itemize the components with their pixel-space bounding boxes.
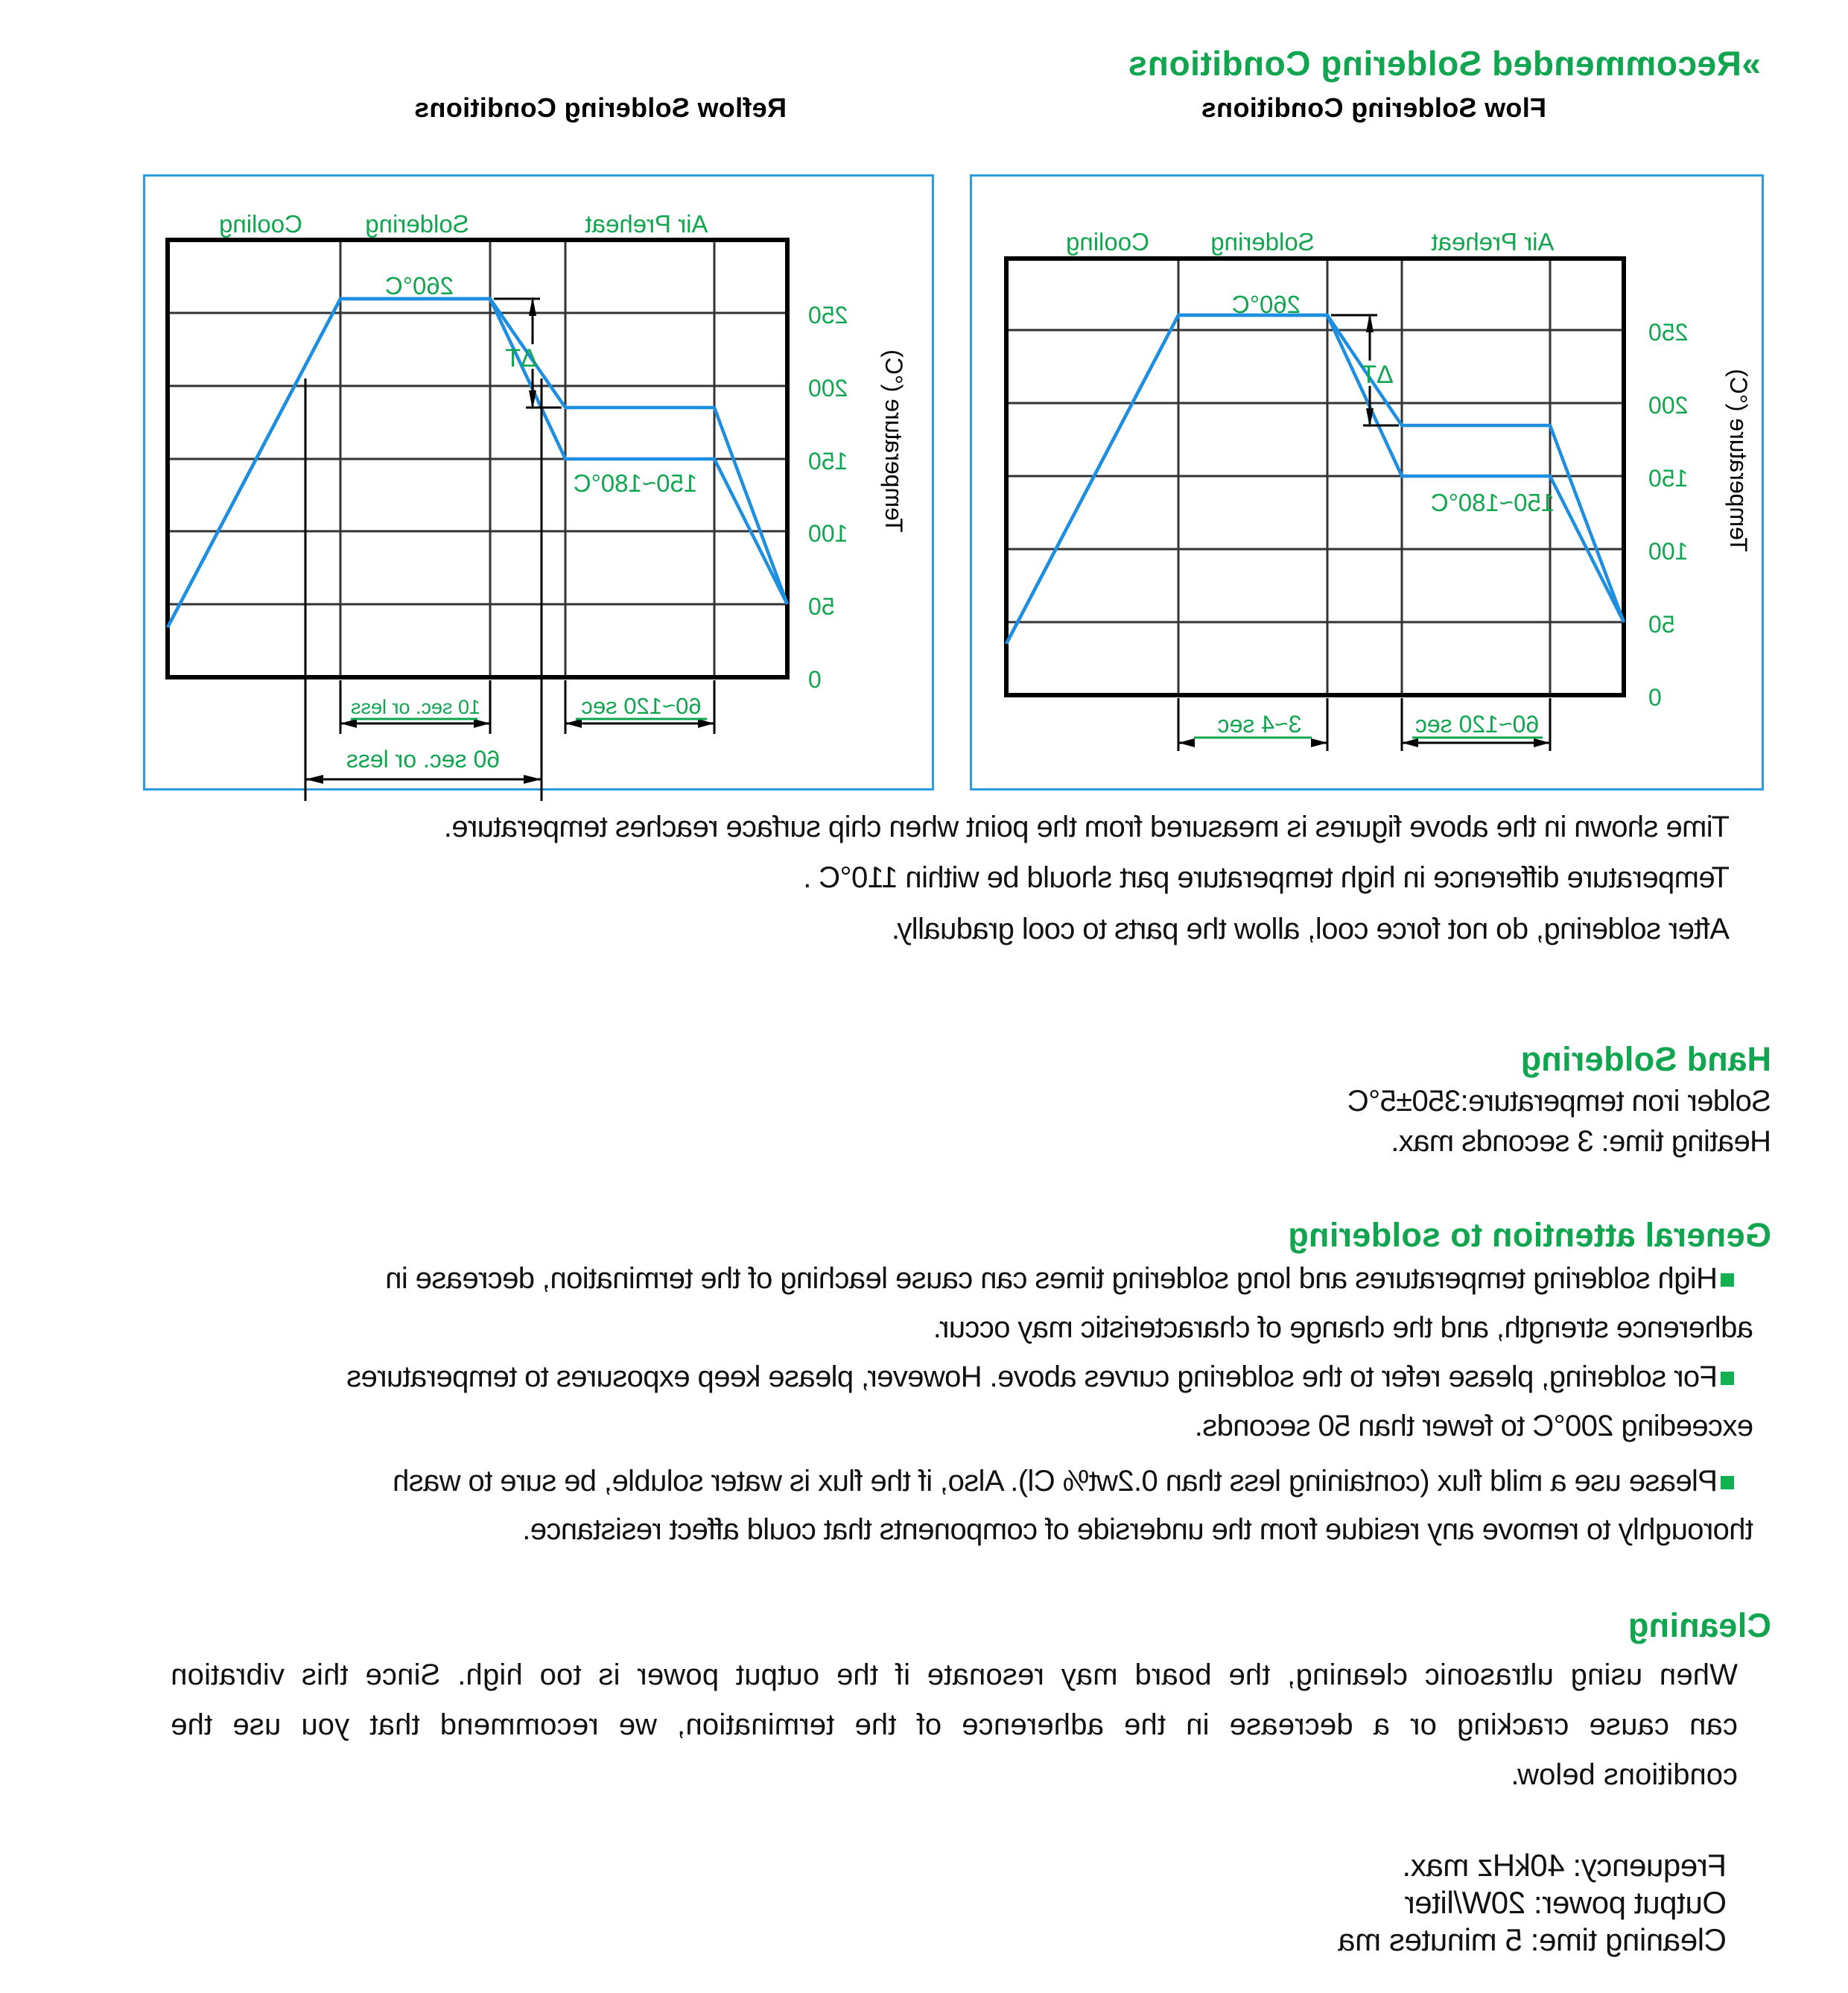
bullet-square-icon (1721, 1372, 1734, 1385)
flow-phase-preheat: Air Preheat (1431, 228, 1555, 256)
flow-dim-soldering-label: 3~4 sec (1217, 711, 1302, 738)
reflow-ytick-50: 50 (808, 593, 835, 620)
cleaning-paragraph-line-1: When using ultrasonic cleaning, the board may resonate if the output power is too high. Since this vibration (171, 1658, 1738, 1691)
reflow-preheat-label: 150~180°C (573, 469, 698, 497)
cleaning-frequency: Frequency: 40kHz max. (1402, 1848, 1727, 1883)
flow-ytick-50: 50 (1648, 611, 1675, 638)
flow-ytick-150: 150 (1648, 465, 1689, 492)
reflow-phase-soldering: Soldering (365, 210, 469, 238)
note-time-measurement: Time shown in the above figures is measured from the point when chip surface reaches temperature. (444, 811, 1730, 843)
reflow-chart-title: Reflow Soldering Conditions (413, 92, 787, 123)
hand-soldering-heading: Hand Soldering (1520, 1040, 1771, 1078)
flow-preheat-label: 150~180°C (1430, 489, 1555, 516)
reflow-dim-preheat-label: 60~120 sec (581, 693, 702, 719)
flow-ytick-200: 200 (1648, 392, 1689, 419)
reflow-peak-label: 260°C (384, 272, 454, 300)
general-bullet-3: Please use a mild flux (containing less than 0.2wt% Cl). Also, if the flux is water soluble, be sure to wash (393, 1465, 1734, 1498)
general-bullet-2: For soldering, please refer to the soldering curves above. However, please keep exposures to temperatures (347, 1360, 1734, 1394)
hand-soldering-iron-temp: Solder iron temperature:350±5°C (1347, 1085, 1771, 1118)
bullet-square-icon (1721, 1476, 1734, 1489)
reflow-phase-cooling: Cooling (219, 210, 302, 238)
general-bullet-3-cont: thoroughly to remove any residue from the underside of components that could affect resistance. (522, 1513, 1753, 1546)
general-bullet-1: High soldering temperatures and long soldering times can cause leaching of the termination, decrease in (386, 1262, 1734, 1296)
reflow-dim-above-label: 60 sec. or less (346, 746, 501, 773)
reflow-ytick-200: 200 (808, 375, 848, 402)
flow-phase-cooling: Cooling (1066, 228, 1149, 256)
reflow-ytick-150: 150 (808, 448, 848, 475)
cleaning-output-power: Output power: 20W/liter (1405, 1885, 1727, 1920)
cleaning-time: Cleaning time: 5 minutes ma (1338, 1922, 1727, 1957)
flow-ytick-0: 0 (1648, 684, 1662, 711)
flow-ytick-100: 100 (1648, 538, 1689, 565)
reflow-curve-lower (168, 299, 787, 627)
general-attention-heading: General attention to soldering (1287, 1216, 1771, 1254)
flow-y-axis-title: Temperature (°C) (1725, 369, 1752, 552)
flow-delta-label: ΔT (1361, 361, 1394, 389)
reflow-curve-upper (168, 299, 787, 627)
reflow-delta-label: ΔT (505, 344, 538, 373)
cleaning-heading: Cleaning (1628, 1606, 1771, 1644)
reflow-chart (0, 0, 1848, 820)
reflow-ytick-0: 0 (808, 666, 822, 693)
flow-phase-soldering: Soldering (1210, 228, 1315, 256)
hand-soldering-heating-time: Heating time: 3 seconds max. (1391, 1125, 1771, 1158)
flow-dim-preheat-label: 60~120 sec (1414, 711, 1540, 738)
cleaning-paragraph-line-2: can cause cracking or a decrease in the adherence of the termination, we recommend that you use the (171, 1708, 1738, 1741)
flow-peak-label: 260°C (1231, 291, 1301, 318)
reflow-phase-preheat: Air Preheat (585, 210, 708, 238)
note-temp-difference: Temperature difference in high temperature part should be within 110°C . (803, 861, 1730, 894)
note-cooling: After soldering, do not force cool, allow the parts to cool gradually. (892, 913, 1730, 945)
general-bullet-2-cont: exceeding 200°C to fewer than 50 seconds. (1195, 1410, 1753, 1442)
bullet-square-icon (1721, 1273, 1734, 1287)
reflow-y-axis-title: Temperature (°C) (880, 349, 907, 533)
page-title: »Recommended Soldering Conditions (1128, 44, 1761, 83)
reflow-dim-soldering-label: 10 sec. or less (350, 696, 481, 718)
flow-chart-title: Flow Soldering Conditions (1201, 92, 1546, 123)
flow-ytick-250: 250 (1648, 319, 1689, 346)
reflow-ytick-100: 100 (808, 520, 848, 547)
reflow-delta-marker (305, 299, 562, 801)
reflow-ytick-250: 250 (808, 302, 848, 329)
cleaning-paragraph-line-3: conditions below. (1511, 1758, 1738, 1791)
general-bullet-1-cont: adherence strength, and the change of characteristic may occur. (933, 1311, 1753, 1344)
